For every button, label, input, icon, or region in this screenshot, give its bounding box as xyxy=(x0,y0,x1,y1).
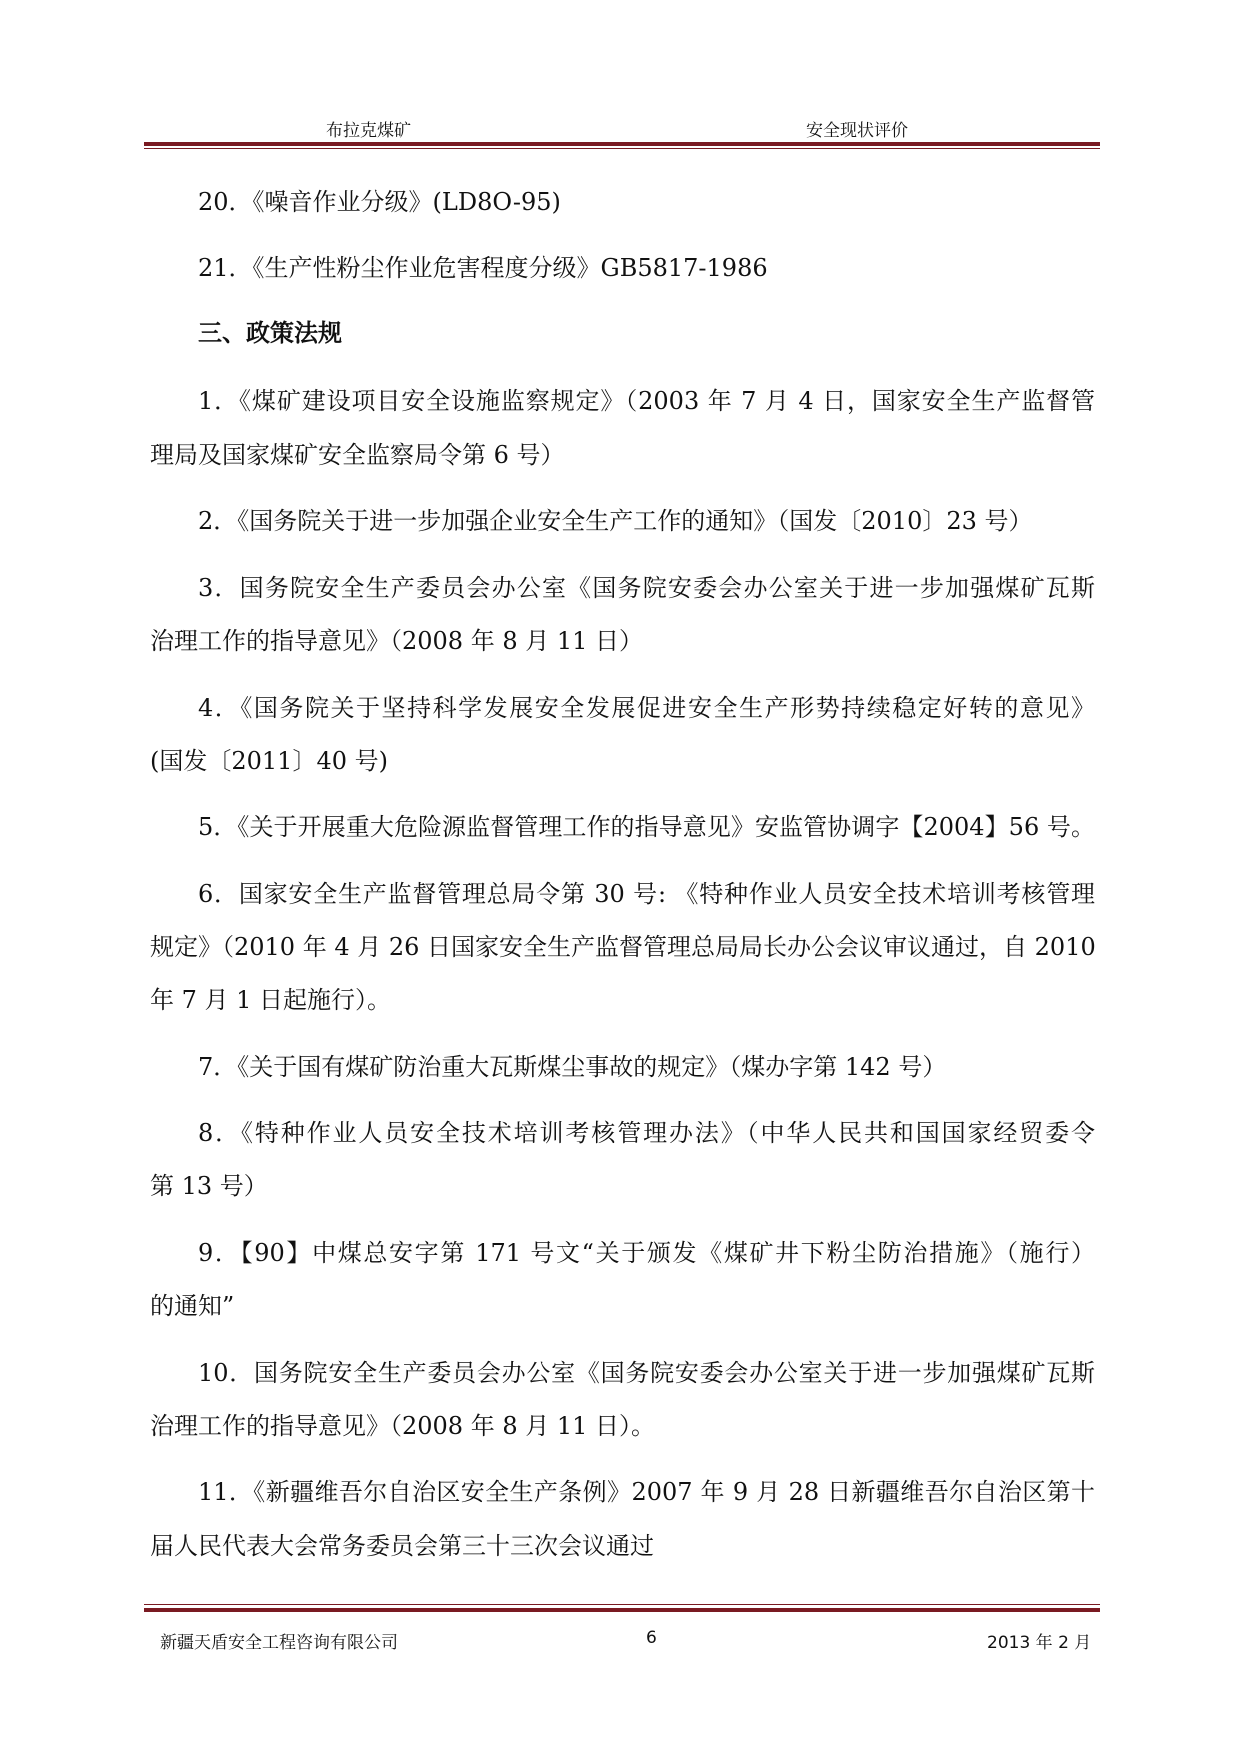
header-left-title: 布拉克煤矿 xyxy=(326,121,411,141)
policy-11-line-1: 11．《新疆维吾尔自治区安全生产条例》2007 年 9 月 28 日新疆维吾尔自治区第十 xyxy=(198,1478,1095,1506)
footer-rule-thin xyxy=(144,1604,1100,1605)
policy-3-line-2: 治理工作的指导意见》（2008 年 8 月 11 日） xyxy=(150,627,644,655)
section-heading: 三、政策法规 xyxy=(198,318,342,347)
footer-page-number: 6 xyxy=(646,1628,657,1648)
item-20: 20．《噪音作业分级》(LD8O-95) xyxy=(198,188,561,216)
policy-1-line-2: 理局及国家煤矿安全监察局令第 6 号） xyxy=(150,441,565,469)
policy-9-line-1: 9．【90】中煤总安字第 171 号文“关于颁发《煤矿井下粉尘防治措施》（施行） xyxy=(198,1239,1095,1267)
footer-company: 新疆天盾安全工程咨询有限公司 xyxy=(160,1633,398,1653)
policy-10-line-2: 治理工作的指导意见》（2008 年 8 月 11 日）。 xyxy=(150,1412,656,1440)
policy-6-line-3: 年 7 月 1 日起施行）。 xyxy=(150,986,392,1014)
item-21: 21．《生产性粉尘作业危害程度分级》GB5817-1986 xyxy=(198,254,768,282)
policy-9-line-2: 的通知” xyxy=(150,1292,235,1320)
policy-2: 2．《国务院关于进一步加强企业安全生产工作的通知》（国发〔2010〕23 号） xyxy=(198,507,1033,535)
policy-6-line-1: 6．国家安全生产监督管理总局令第 30 号: 《特种作业人员安全技术培训考核管理 xyxy=(198,880,1095,908)
policy-7: 7．《关于国有煤矿防治重大瓦斯煤尘事故的规定》（煤办字第 142 号） xyxy=(198,1053,947,1081)
policy-11-line-2: 届人民代表大会常务委员会第三十三次会议通过 xyxy=(150,1532,654,1560)
policy-4-line-2: (国发〔2011〕40 号) xyxy=(150,747,388,775)
footer-rule-thick xyxy=(144,1608,1100,1612)
policy-6-line-2: 规定》（2010 年 4 月 26 日国家安全生产监督管理总局局长办公会议审议通过，自 2010 xyxy=(150,933,1096,961)
policy-5: 5．《关于开展重大危险源监督管理工作的指导意见》安监管协调字【2004】56 号。 xyxy=(198,813,1095,841)
policy-8-line-1: 8．《特种作业人员安全技术培训考核管理办法》（中华人民共和国国家经贸委令 xyxy=(198,1119,1095,1147)
header-rule-thin xyxy=(144,148,1100,149)
header-right-title: 安全现状评价 xyxy=(806,121,908,141)
header-rule-thick xyxy=(144,142,1100,146)
policy-4-line-1: 4．《国务院关于坚持科学发展安全发展促进安全生产形势持续稳定好转的意见》 xyxy=(198,694,1095,722)
policy-10-line-1: 10．国务院安全生产委员会办公室《国务院安委会办公室关于进一步加强煤矿瓦斯 xyxy=(198,1359,1095,1387)
policy-8-line-2: 第 13 号） xyxy=(150,1172,268,1200)
policy-3-line-1: 3．国务院安全生产委员会办公室《国务院安委会办公室关于进一步加强煤矿瓦斯 xyxy=(198,574,1095,602)
policy-1-line-1: 1．《煤矿建设项目安全设施监察规定》（2003 年 7 月 4 日，国家安全生产监督管 xyxy=(198,387,1095,415)
footer-date: 2013 年 2 月 xyxy=(987,1633,1092,1653)
